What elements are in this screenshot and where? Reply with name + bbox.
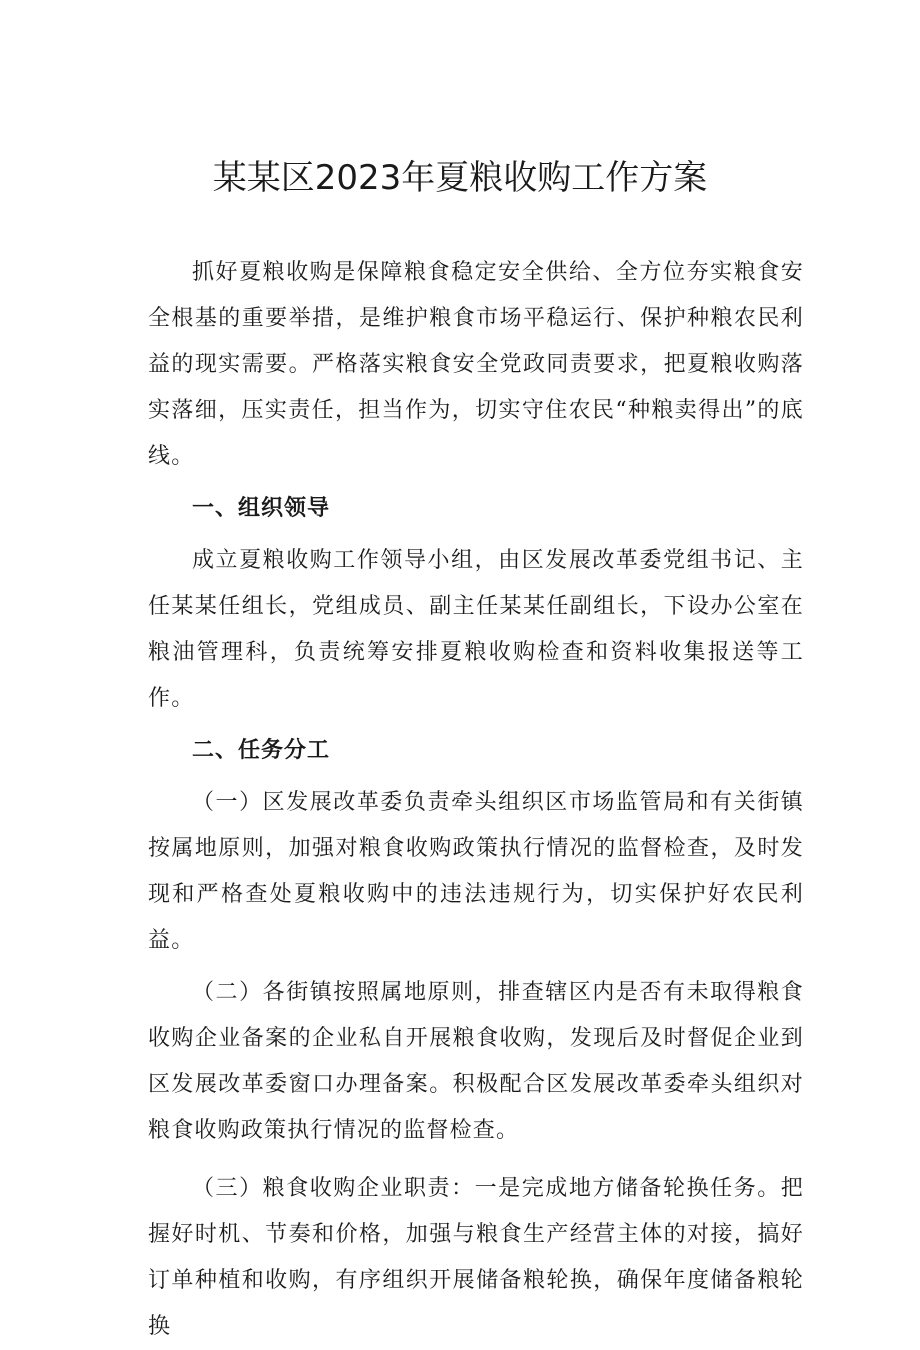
document-body: [148, 250, 804, 1350]
task-item-1: （一）区发展改革委负责牵头组织区市场监管局和有关街镇按属地原则，加强对粮食收购政策执行情况的监督检查，及时发现和严格查处夏粮收购中的违法违规行为，切实保护好农民利益。: [148, 790, 804, 953]
organization-paragraph: 成立夏粮收购工作领导小组，由区发展改革委党组书记、主任某某任组长，党组成员、副主任某某任副组长，下设办公室在粮油管理科，负责统筹安排夏粮收购检查和资料收集报送等工作。: [148, 548, 804, 711]
intro-paragraph: 抓好夏粮收购是保障粮食稳定安全供给、全方位夯实粮食安全根基的重要举措，是维护粮食市场平稳运行、保护种粮农民利益的现实需要。严格落实粮食安全党政同责要求，把夏粮收购落实落细，压实责任，担当作为，切实守住农民“种粮卖得出”的底线。: [148, 260, 804, 469]
task-item-3: （三）粮食收购企业职责：一是完成地方储备轮换任务。把握好时机、节奏和价格，加强与粮食生产经营主体的对接，搞好订单种植和收购，有序组织开展储备粮轮换，确保年度储备粮轮换: [148, 1176, 804, 1339]
task-item-2: （二）各街镇按照属地原则，排查辖区内是否有未取得粮食收购企业备案的企业私自开展粮食收购，发现后及时督促企业到区发展改革委窗口办理备案。积极配合区发展改革委牵头组织对粮食收购政策执行情况的监督检查。: [148, 980, 804, 1143]
section-heading-organization: 一、组织领导: [192, 496, 331, 521]
document-title: 某某区2023年夏粮收购工作方案: [212, 158, 708, 198]
section-heading-tasks: 二、任务分工: [192, 738, 331, 763]
spacer: [148, 1154, 804, 1166]
